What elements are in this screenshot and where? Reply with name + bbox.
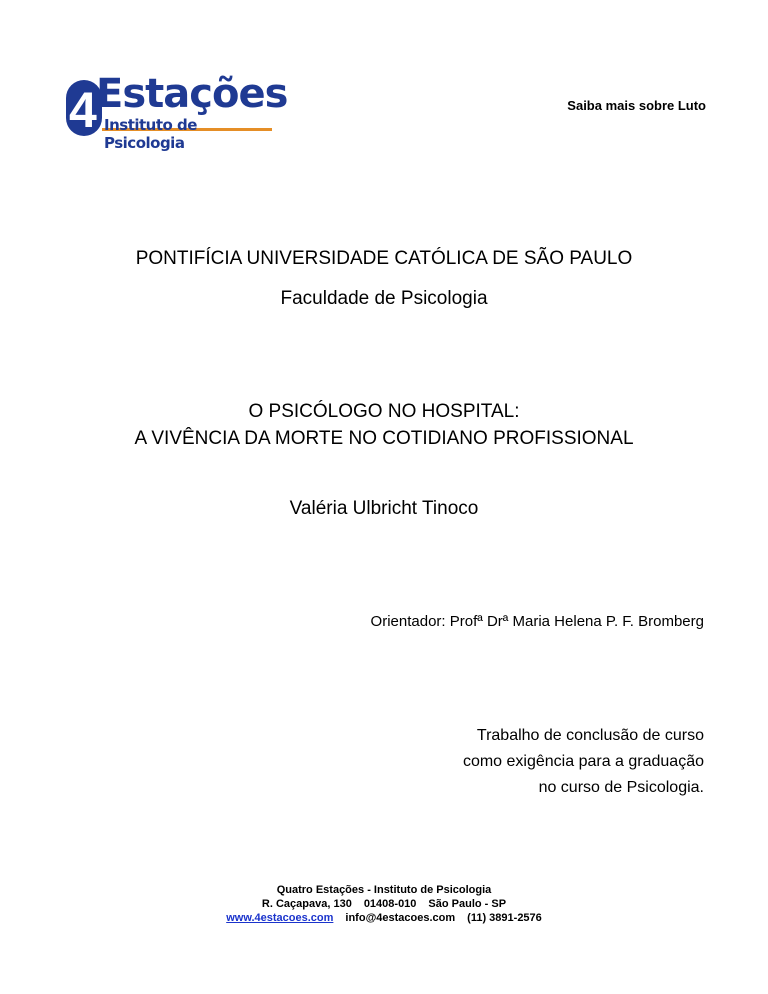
advisor-line: Orientador: Profª Drª Maria Helena P. F. Bromberg: [370, 613, 704, 630]
title-line-1: O PSICÓLOGO NO HOSPITAL:: [248, 401, 520, 422]
logo-number: 4: [69, 82, 97, 138]
logo-subtitle: Instituto de Psicologia: [104, 116, 197, 152]
work-line-2: como exigência para a graduação: [462, 753, 704, 770]
footer-email: info@4estacoes.com: [345, 912, 456, 924]
university-name: PONTIFÍCIA UNIVERSIDADE CATÓLICA DE SÃO PAULO: [135, 248, 633, 269]
faculty-name: Faculdade de Psicologia: [280, 288, 488, 309]
header-link[interactable]: Saiba mais sobre Luto: [567, 98, 706, 113]
footer-city: São Paulo - SP: [428, 898, 507, 910]
footer-contact: [0, 912, 768, 924]
footer-street: R. Caçapava, 130: [261, 898, 352, 910]
footer-phone: (11) 3891-2576: [467, 912, 542, 924]
website-link[interactable]: www.4estacoes.com: [226, 912, 334, 924]
title-line-2: A VIVÊNCIA DA MORTE NO COTIDIANO PROFISSIONAL: [134, 428, 634, 449]
logo-name: Estações: [96, 71, 288, 117]
footer-cep: 01408-010: [363, 898, 417, 910]
footer-org: Quatro Estações - Instituto de Psicologia: [276, 884, 492, 896]
footer-address: [0, 898, 768, 910]
work-line-3: no curso de Psicologia.: [538, 779, 704, 796]
work-line-1: Trabalho de conclusão de curso: [476, 727, 704, 744]
work-description: [463, 723, 704, 801]
institute-logo: [66, 71, 288, 152]
author-name: Valéria Ulbricht Tinoco: [289, 498, 479, 519]
